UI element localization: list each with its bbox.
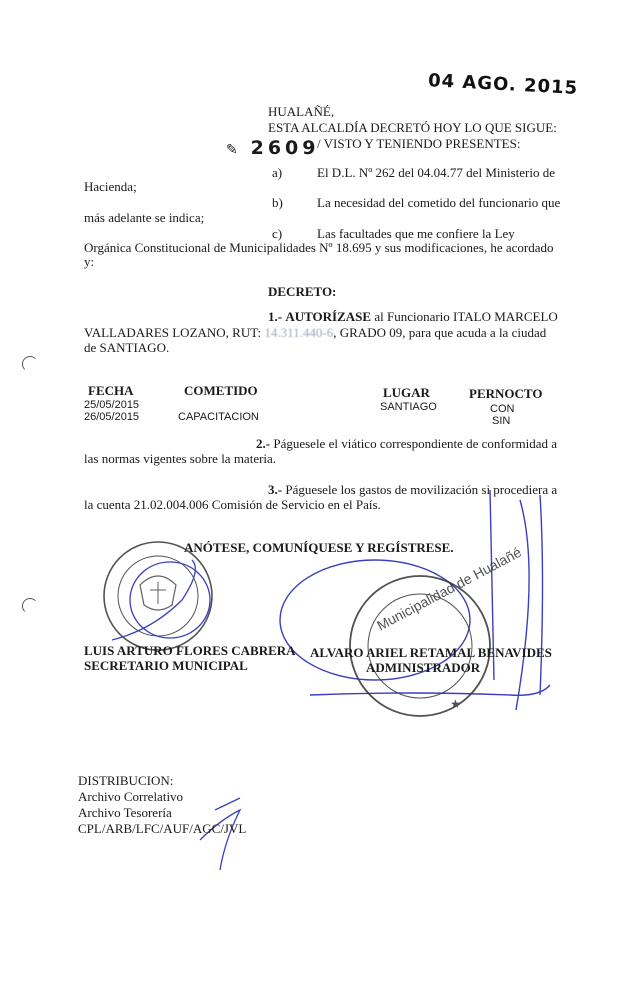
distribution-item-1: Archivo Correlativo (78, 789, 184, 804)
right-signer-name: ALVARO ARIEL RETAMAL BENAVIDES (310, 645, 552, 660)
item1-text1: al Funcionario ITALO MARCELO (374, 309, 558, 324)
left-signer-title: SECRETARIO MUNICIPAL (84, 658, 248, 673)
consideration-b-text: La necesidad del cometido del funcionario que (317, 195, 561, 210)
item1-num: 1.- (268, 309, 283, 324)
consideration-c-letter: c) (272, 226, 283, 241)
col-cometido-header: COMETIDO (184, 383, 258, 398)
right-seal-stamp (350, 544, 524, 716)
cometido-value: CAPACITACION (178, 411, 259, 423)
consideration-c-cont: Orgánica Constitucional de Municipalidades Nº 18.695 y sus modificaciones, he acordado (84, 240, 554, 255)
item1-bold: AUTORÍZASE (285, 309, 372, 324)
consideration-a-letter: a) (272, 165, 283, 180)
consideration-b-cont: más adelante se indica; (84, 210, 205, 225)
header-line2: / VISTO Y TENIENDO PRESENTES: (317, 136, 521, 151)
col-lugar-header: LUGAR (383, 385, 430, 400)
consideration-b-letter: b) (272, 195, 283, 210)
decreto-title: DECRETO: (268, 284, 337, 299)
consideration-a-text: El D.L. Nº 262 del 04.04.77 del Ministerio de (317, 165, 555, 180)
item3-line1: 3.- Páguesele los gastos de movilización si procediera a (268, 482, 558, 497)
item3-line2: la cuenta 21.02.004.006 Comisión de Servicio en el País. (84, 497, 381, 512)
left-signer-name: LUIS ARTURO FLORES CABRERA (84, 643, 296, 658)
lugar-value: SANTIAGO (380, 401, 437, 413)
col-fecha-header: FECHA (88, 383, 134, 398)
left-signature (112, 560, 210, 640)
decree-number: ✎ 2609 (226, 137, 320, 159)
distribution-title: DISTRIBUCION: (78, 773, 174, 788)
punch-hole-top (22, 356, 38, 372)
pernocto-2: SIN (492, 415, 511, 427)
header-line1: ESTA ALCALDÍA DECRETÓ HOY LO QUE SIGUE: (268, 120, 557, 135)
item2-line2: las normas vigentes sobre la materia. (84, 451, 277, 466)
distribution-item-3: CPL/ARB/LFC/AUF/AGC/JVL (78, 821, 247, 836)
svg-text:★: ★ (450, 697, 461, 711)
item2-line1: 2.- Páguesele el viático correspondiente de conformidad a (256, 436, 558, 451)
consideration-c-text: Las facultades que me confiere la Ley (317, 226, 515, 241)
right-signer-title: ADMINISTRADOR (366, 660, 481, 675)
fecha-2: 26/05/2015 (84, 411, 140, 423)
date-stamp: 04 AGO. 2015 (427, 70, 579, 99)
col-pernocto-header: PERNOCTO (469, 386, 543, 401)
fecha-1: 25/05/2015 (84, 399, 140, 411)
rut-value: 14.311.440-6 (264, 325, 334, 340)
punch-hole-bottom (22, 598, 38, 614)
closing-text: ANÓTESE, COMUNÍQUESE Y REGÍSTRESE. (184, 540, 454, 555)
svg-text:Municipalidad de Hualañé: Municipalidad de Hualañé (374, 543, 524, 634)
pernocto-1: CON (490, 403, 515, 415)
item1-line3: de SANTIAGO. (84, 340, 170, 355)
left-seal-stamp (104, 542, 212, 650)
consideration-c-cont2: y: (84, 254, 95, 269)
header-place: HUALAÑÉ, (268, 104, 335, 119)
item1-line2: VALLADARES LOZANO, RUT: 14.311.440-6, GRADO 09, para que acuda a la ciudad (84, 325, 547, 340)
distribution-item-2: Archivo Tesorería (78, 805, 172, 820)
consideration-a-cont: Hacienda; (84, 179, 137, 194)
